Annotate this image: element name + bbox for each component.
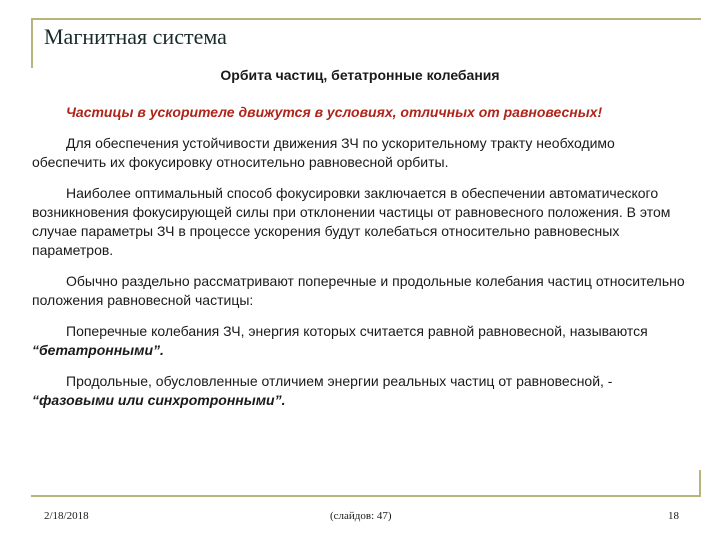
slide-title: Магнитная система — [44, 24, 227, 49]
paragraph-4-text: Поперечные колебания ЗЧ, энергия которых считается равной равновесной, называются — [66, 323, 648, 339]
paragraph-4 — [32, 322, 690, 360]
slide-content — [32, 103, 690, 422]
slide-subtitle: Орбита частиц, бетатронные колебания — [220, 67, 500, 83]
red-statement: Частицы в ускорителе движутся в условиях, отличных от равновесных! — [66, 104, 603, 120]
frame-right-line — [699, 470, 701, 497]
paragraph-1: Для обеспечения устойчивости движения ЗЧ по ускорительному тракту необходимо обеспечить их фокусировку относительно равновесной орбиты. — [32, 135, 615, 170]
paragraph-5 — [32, 372, 690, 410]
footer-date: 2/18/2018 — [44, 510, 89, 522]
frame-bottom-line — [31, 495, 701, 497]
paragraph-4-term: “бетатронными”. — [32, 342, 164, 358]
frame-top-line — [31, 18, 701, 20]
paragraph-5-term: “фазовыми или синхротронными”. — [32, 392, 286, 408]
footer-page-number: 18 — [668, 510, 679, 522]
paragraph-5-text: Продольные, обусловленные отличием энергии реальных частиц от равновесной, - — [66, 373, 613, 389]
paragraph-2: Наиболее оптимальный способ фокусировки заключается в обеспечении автоматического возникновения фокусирующей силы при отклонении частицы от равновесного положения. В этом случае параметры ЗЧ в процессе ускорения будут колебаться относительно равновесных параметров. — [32, 185, 671, 258]
paragraph-3: Обычно раздельно рассматривают поперечные и продольные колебания частиц относительно положения равновесной частицы: — [32, 273, 685, 308]
footer-slide-count: (слайдов: 47) — [330, 510, 392, 522]
frame-left-line — [31, 18, 33, 68]
